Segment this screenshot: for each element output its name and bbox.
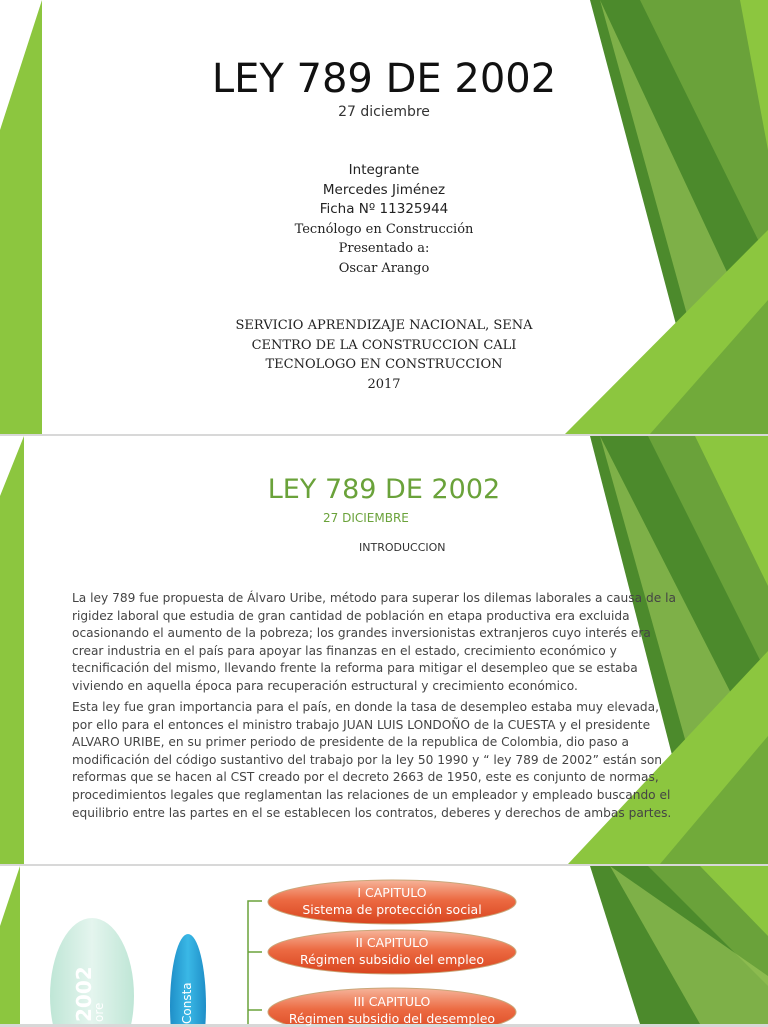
left-green-band bbox=[0, 866, 20, 1024]
intro-paragraph-1 bbox=[72, 590, 702, 696]
presented-to-label: Presentado a: bbox=[338, 241, 430, 256]
paragraph-line: rigidez laboral que estudia de gran cantidad de población en etapa productiva era excluida bbox=[72, 608, 630, 623]
chapter-1 bbox=[268, 884, 516, 918]
paragraph-line: ALVARO URIBE, en su primer periodo de presidente de la republica de Colombia, dio paso a bbox=[72, 735, 629, 750]
institution-line-1: SERVICIO APRENDIZAJE NACIONAL, SENA bbox=[235, 318, 533, 333]
chapter-3-subtitle: Régimen subsidio del desempleo bbox=[288, 1011, 496, 1026]
paragraph-line: tecnificación del mismo, llevando frente la reforma para mitigar el desempleo que se estaba bbox=[72, 661, 638, 676]
chapter-1-title: I CAPITULO bbox=[357, 885, 427, 900]
left-oval-subtext: ore bbox=[92, 1002, 106, 1022]
paragraph-line: reformas que se hacen al CST creado por el decreto 2663 de 1950, este es conjunto de normas, bbox=[72, 770, 659, 785]
member-label: Integrante bbox=[348, 162, 420, 178]
intro-title: LEY 789 DE 2002 bbox=[267, 474, 501, 505]
institution-year: 2017 bbox=[367, 376, 401, 392]
intro-section-heading: INTRODUCCION bbox=[359, 541, 446, 554]
connector-vertical bbox=[248, 901, 262, 1024]
slide-title-heading: LEY 789 DE 2002 bbox=[211, 56, 557, 102]
paragraph-line: equilibrio entre las partes en el se establecen los contratos, deberes y derechos de ambas partes. bbox=[72, 805, 672, 820]
chapter-2-title: II CAPITULO bbox=[355, 935, 429, 950]
paragraph-line: modificación del código sustantivo del trabajo por la ley 50 1990 y “ ley 789 de 2002” están son bbox=[72, 752, 663, 767]
chapter-2 bbox=[268, 934, 516, 968]
left-oval-year: 2002 bbox=[72, 966, 96, 1022]
paragraph-line: ocasionando el aumento de la pobreza; los grandes inversionistas extranjeros cuyo interés era bbox=[72, 626, 651, 641]
slide-title bbox=[0, 0, 768, 434]
member-ficha: Ficha Nº 11325944 bbox=[319, 201, 449, 217]
paragraph-line: procedimientos legales que reglamentan las relaciones de un empleador y empleado buscando el bbox=[72, 787, 671, 802]
institution-block bbox=[0, 316, 768, 394]
chapter-3 bbox=[268, 993, 516, 1027]
paragraph-line: Esta ley fue gran importancia para el país, en donde la tasa de desempleo estaba muy elevada, bbox=[72, 700, 660, 714]
institution-line-3: TECNOLOGO EN CONSTRUCCION bbox=[265, 357, 503, 372]
institution-line-2: CENTRO DE LA CONSTRUCCION CALI bbox=[251, 337, 517, 353]
paragraph-line: crear industria en el país para apoyar las finanzas en el estado, crecimiento económico y bbox=[72, 643, 617, 658]
chapter-3-title: III CAPITULO bbox=[353, 994, 431, 1009]
slide-title-date: 27 diciembre bbox=[338, 104, 430, 120]
intro-paragraph-2 bbox=[72, 699, 702, 822]
member-block bbox=[0, 161, 768, 278]
intro-date: 27 DICIEMBRE bbox=[323, 511, 409, 525]
chapter-1-subtitle: Sistema de protección social bbox=[302, 902, 482, 917]
paragraph-line: por ello para el entonces el ministro trabajo JUAN LUIS LONDOÑO de la CUESTA y el presidente bbox=[72, 717, 651, 732]
member-name: Mercedes Jiménez bbox=[322, 181, 446, 198]
chapter-2-subtitle: Régimen subsidio del empleo bbox=[299, 952, 485, 967]
paragraph-line: La ley 789 fue propuesta de Álvaro Uribe, método para superar los dilemas laborales a causa de la bbox=[72, 591, 676, 605]
member-program: Tecnólogo en Construcción bbox=[294, 221, 474, 237]
paragraph-line: viviendo en aquella época para recuperación estructural y crecimiento económico. bbox=[72, 678, 578, 693]
blue-oval-text: Consta bbox=[180, 982, 194, 1024]
teacher-name: Oscar Arango bbox=[338, 260, 430, 276]
